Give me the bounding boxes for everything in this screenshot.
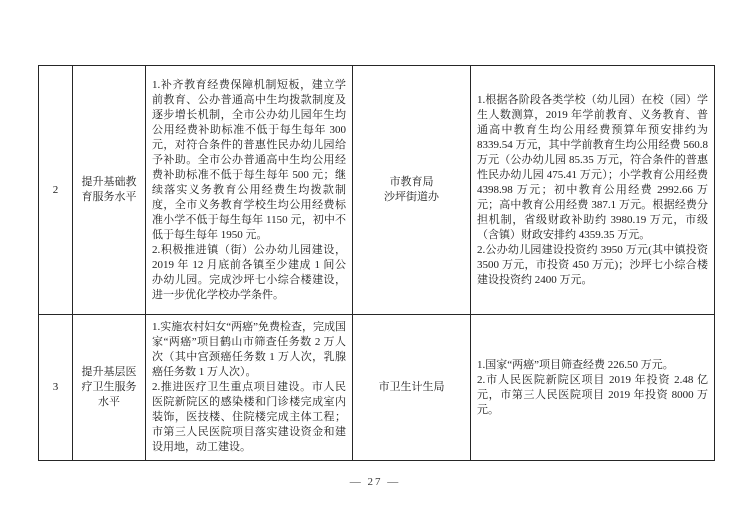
page-number: — 27 — bbox=[349, 476, 401, 488]
funding-paragraph-2: 2.公办幼儿园建设投资约 3950 万元(其中镇投资 3500 万元，市投资 450 万元)；沙坪七小综合楼建设投资约 2400 万元。 bbox=[477, 243, 708, 286]
task-paragraph-1: 1.补齐教育经费保障机制短板，建立学前教育、公办普通高中生均拨款制度及逐步增长机制，全市公办幼儿园年生均公用经费补助标准不低于每生每年 300 元，对符合条件的普惠性民办幼儿园给予补助。全市公办普通高中生均公用经费补助标准不低于每生每年 500 元；继续落实义务教育公用经费生均拨款制度，全市义务教育学校生均公用经费标准小学不低于每生每年 1150 元，初中不低于每生每年 1950 元。 bbox=[152, 78, 346, 241]
work-tasks-table bbox=[38, 65, 715, 461]
row-number-cell bbox=[39, 315, 73, 461]
goal-cell bbox=[73, 66, 146, 315]
responsible-unit-line: 市卫生计生局 bbox=[378, 381, 445, 393]
responsible-unit-cell bbox=[353, 315, 471, 461]
tasks-cell bbox=[146, 66, 353, 315]
responsible-unit-line: 市教育局 bbox=[389, 176, 434, 188]
funding-paragraph-2: 2.市人民医院新院区项目 2019 年投资 2.48 亿元，市第三人民医院项目 2019 年投资 8000 万元。 bbox=[477, 373, 708, 416]
funding-paragraph-1: 1.根据各阶段各类学校（幼儿园）在校（园）学生人数测算，2019 年学前教育、义务教育、普通高中教育生均公用经费预算年预安排约为 8339.54 万元，其中学前教育生均公用经费 560.8 万元（公办幼儿园 85.35 万元，符合条件的普惠性民办幼儿园 475.41 万元）；小学教育公用经费 4398.98 万元；初中教育公用经费 2992.66 万元；高中教育公用经费 387.1 万元。根据经费分担机制，省级财政补助约 3980.19 万元，市级（含镇）财政安排约 4359.35 万元。 bbox=[477, 93, 708, 241]
goal-cell bbox=[73, 315, 146, 461]
funding-cell bbox=[471, 315, 715, 461]
funding-paragraph-1: 1.国家“两癌”项目筛查经费 226.50 万元。 bbox=[477, 358, 674, 371]
table-row bbox=[39, 315, 715, 461]
goal-text: 提升基础教育服务水平 bbox=[81, 176, 137, 203]
task-paragraph-2: 2.积极推进镇（街）公办幼儿园建设，2019 年 12 月底前各镇至少建成 1 间公办幼儿园。完成沙坪七小综合楼建设，进一步优化学校办学条件。 bbox=[152, 243, 346, 301]
row-number: 3 bbox=[52, 381, 59, 393]
row-number: 2 bbox=[52, 183, 59, 196]
goal-text: 提升基层医疗卫生服务水平 bbox=[81, 366, 137, 408]
tasks-cell bbox=[146, 315, 353, 461]
task-paragraph-2: 2.推进医疗卫生重点项目建设。市人民医院新院区的感染楼和门诊楼完成室内装饰，医技楼、住院楼完成主体工程；市第三人民医院项目落实建设资金和建设用地，动工建设。 bbox=[152, 381, 346, 453]
funding-cell bbox=[471, 66, 715, 315]
task-paragraph-1: 1.实施农村妇女“两癌”免费检查，完成国家“两癌”项目鹤山市筛查任务数 2 万人次（其中宫颈癌任务数 1 万人次，乳腺癌任务数 1 万人次）。 bbox=[152, 321, 347, 378]
responsible-unit-cell bbox=[353, 66, 471, 315]
row-number-cell bbox=[39, 66, 73, 315]
table-row bbox=[39, 66, 715, 315]
responsible-unit-line: 沙坪街道办 bbox=[384, 191, 439, 203]
